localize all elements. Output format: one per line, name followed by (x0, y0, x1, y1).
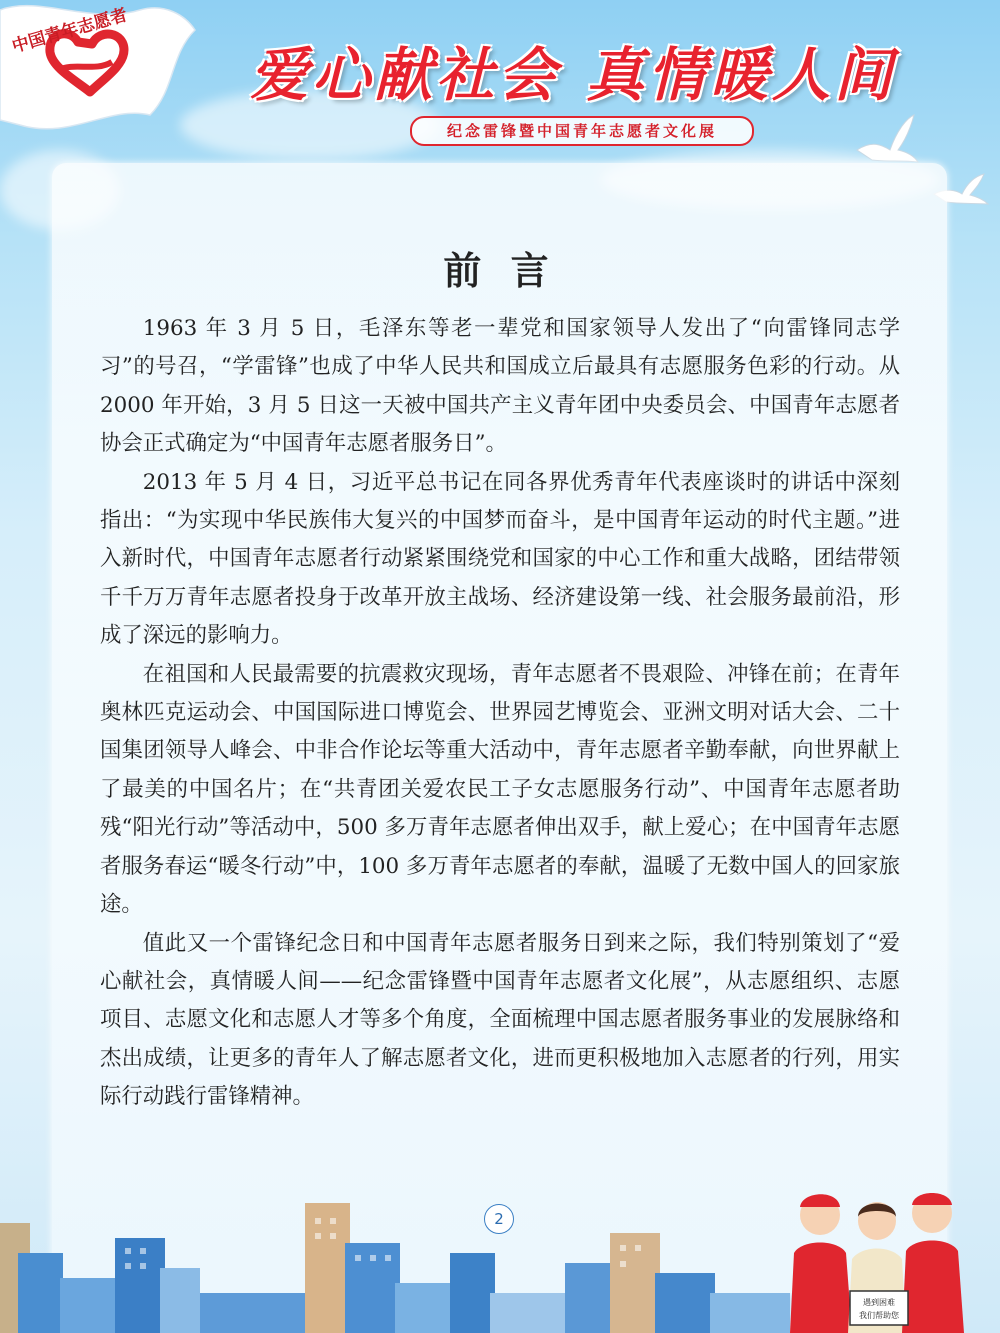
page-number: 2 (484, 1204, 514, 1234)
exhibition-subtitle: 纪念雷锋暨中国青年志愿者文化展 (410, 116, 754, 146)
paragraph: 值此又一个雷锋纪念日和中国青年志愿者服务日到来之际，我们特别策划了“爱心献社会，真情暖人间——纪念雷锋暨中国青年志愿者文化展”，从志愿组织、志愿项目、志愿文化和志愿人才等多个角度，全面梳理中国志愿者服务事业的发展脉络和杰出成绩，让更多的青年人了解志愿者文化，进而更积极地加入志愿者的行列，用实际行动践行雷锋精神。 (100, 930, 900, 1110)
page-title: 前 言 (443, 249, 557, 293)
preface-body (100, 310, 900, 1117)
paragraph: 2013 年 5 月 4 日，习近平总书记在同各界优秀青年代表座谈时的讲话中深刻指出：“为实现中华民族伟大复兴的中国梦而奋斗，是中国青年运动的时代主题。”进入新时代，中国青年志愿者行动紧紧围绕党和国家的中心工作和重大战略，团结带领千千万万青年志愿者投身于改革开放主战场、经济建设第一线、社会服务最前沿，形成了深远的影响力。 (100, 469, 900, 649)
main-title (250, 28, 920, 108)
volunteers-illustration (772, 1173, 982, 1333)
sign-line-1: 遇到困难 (863, 1298, 895, 1307)
paragraph: 在祖国和人民最需要的抗震救灾现场，青年志愿者不畏艰险、冲锋在前；在青年奥林匹克运动会、中国国际进口博览会、世界园艺博览会、亚洲文明对话大会、二十国集团领导人峰会、中非合作论坛等重大活动中，青年志愿者辛勤奉献，向世界献上了最美的中国名片；在“共青团关爱农民工子女志愿服务行动”、中国青年志愿者助残“阳光行动”等活动中，500 多万青年志愿者伸出双手，献上爱心；在中国青年志愿者服务春运“暖冬行动”中，100 多万青年志愿者的奉献，温暖了无数中国人的回家旅途。 (100, 661, 900, 918)
volunteer-flag-logo (0, 0, 200, 140)
title-part-1: 爱心献社会 (250, 41, 561, 109)
sign-line-2: 我们帮助您 (859, 1311, 899, 1320)
title-part-2: 真情暖人间 (586, 41, 897, 109)
paragraph: 1963 年 3 月 5 日，毛泽东等老一辈党和国家领导人发出了“向雷锋同志学习”的号召，“学雷锋”也成了中华人民共和国成立后最具有志愿服务色彩的行动。从 2000 年开始，3 月 5 日这一天被中国共产主义青年团中央委员会、中国青年志愿者协会正式确定为“中国青年志愿者服务日”。 (100, 316, 900, 457)
badge-text: 中国青年志愿者 (9, 5, 130, 58)
dove-icon (852, 110, 922, 170)
